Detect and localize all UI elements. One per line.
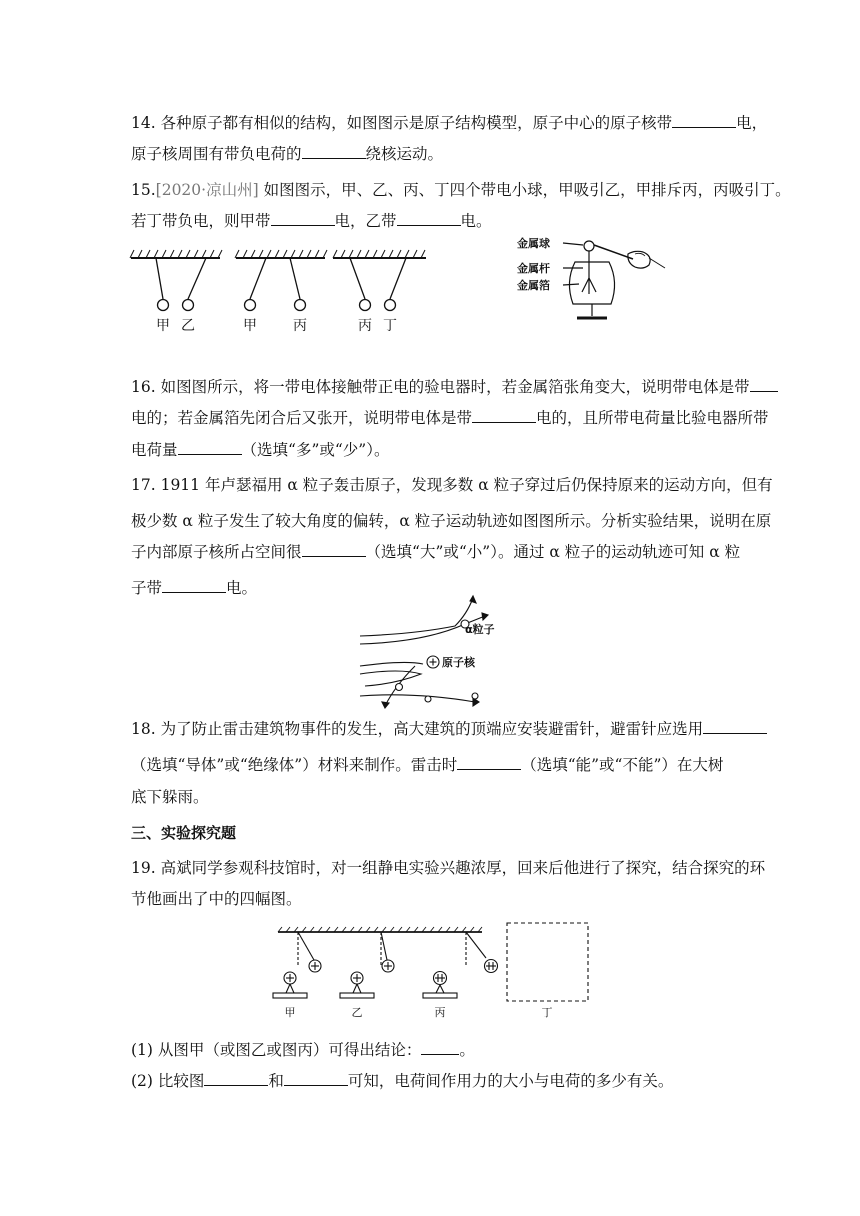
label-metal-rod: 金属杆: [517, 262, 550, 275]
label-metal-foil: 金属箔: [517, 279, 550, 292]
q19-line2: 节他画出了中的四幅图。: [131, 890, 302, 908]
section-heading: 三、实验探究题: [131, 824, 237, 842]
q15-blank-1[interactable]: [271, 211, 335, 226]
q19-sub1: (1) 从图甲（或图乙或图丙）可得出结论： 。: [131, 1041, 475, 1059]
q17-line4: 子带 电。: [131, 579, 258, 597]
label-jia-2: 甲: [243, 318, 257, 334]
label-ding: 丁: [383, 318, 397, 334]
source-tag: [2020·凉山州]: [155, 181, 259, 199]
label-alpha-particle: α粒子: [465, 623, 495, 636]
q19-blank-2[interactable]: [204, 1071, 268, 1086]
q17-blank-2[interactable]: [162, 578, 226, 593]
label-metal-ball: 金属球: [517, 237, 550, 250]
q15-blank-2[interactable]: [397, 211, 461, 226]
q16-blank-3[interactable]: [178, 440, 242, 455]
q17-blank-1[interactable]: [302, 542, 366, 557]
q18-blank-2[interactable]: [457, 755, 521, 770]
q16-blank-1[interactable]: [750, 377, 778, 392]
label-yi: 乙: [351, 1006, 363, 1019]
label-bing: 丙: [434, 1006, 446, 1019]
label-jia-1: 甲: [156, 318, 170, 334]
q19-blank-3[interactable]: [284, 1071, 348, 1086]
alpha-scattering-figure: [355, 596, 515, 708]
q17-line2: 极少数 α 粒子发生了较大角度的偏转，α 粒子运动轨迹如图图所示。分析实验结果，说明在原: [131, 512, 772, 530]
q16-line2: 电的；若金属箔先闭合后又张开，说明带电体是带 电的，且所带电荷量比验电器所带: [131, 409, 769, 427]
label-yi: 乙: [181, 318, 195, 334]
q18-blank-1[interactable]: [703, 719, 767, 734]
q18-line1: 18. 为了防止雷击建筑物事件的发生，高大建筑的顶端应安装避雷针，避雷针应选用: [131, 719, 767, 739]
q16-line3: 电荷量 （选填“多”或“少”）。: [131, 441, 390, 459]
label-nucleus: 原子核: [442, 656, 475, 669]
label-bing-1: 丙: [293, 318, 307, 334]
pendulum-balls-figure: [128, 250, 438, 340]
q14-line1: 14. 各种原子都有相似的结构，如图图示是原子结构模型，原子中心的原子核带 电，: [131, 114, 768, 132]
label-jia: 甲: [284, 1006, 296, 1019]
q17-line1: 17. 1911 年卢瑟福用 α 粒子轰击原子，发现多数 α 粒子穿过后仍保持原来的运动方向，但有: [131, 476, 773, 494]
q19-sub2: (2) 比较图 和 可知，电荷间作用力的大小与电荷的多少有关。: [131, 1072, 674, 1090]
charge-force-figure: [270, 920, 600, 1022]
q14-blank-2[interactable]: [302, 144, 366, 159]
q15-line1: 15.[2020·凉山州] 如图图示，甲、乙、丙、丁四个带电小球，甲吸引乙，甲排斥丙，丙吸引丁。: [131, 181, 791, 199]
q14-blank-1[interactable]: [672, 113, 736, 128]
electroscope-figure: [515, 232, 675, 332]
q18-line3: 底下躲雨。: [131, 788, 209, 806]
q16-blank-2[interactable]: [472, 408, 536, 423]
label-bing-2: 丙: [358, 318, 372, 334]
q15-line2: 若丁带负电，则甲带 电，乙带 电。: [131, 212, 492, 230]
q19-line1: 19. 高斌同学参观科技馆时，对一组静电实验兴趣浓厚，回来后他进行了探究，结合探究的环: [131, 859, 766, 877]
q16-line1: 16. 如图图所示，将一带电体接触带正电的验电器时，若金属箔张角变大，说明带电体是带: [131, 377, 778, 397]
q14-line2: 原子核周围有带负电荷的 绕核运动。: [131, 145, 444, 163]
label-ding: 丁: [541, 1006, 553, 1019]
q19-blank-1[interactable]: [421, 1040, 459, 1055]
q18-line2: （选填“导体”或“绝缘体”）材料来制作。雷击时 （选填“能”或“不能”）在大树: [131, 756, 724, 774]
q17-line3: 子内部原子核所占空间很 （选填“大”或“小”）。通过 α 粒子的运动轨迹可知 α 粒: [131, 543, 741, 561]
